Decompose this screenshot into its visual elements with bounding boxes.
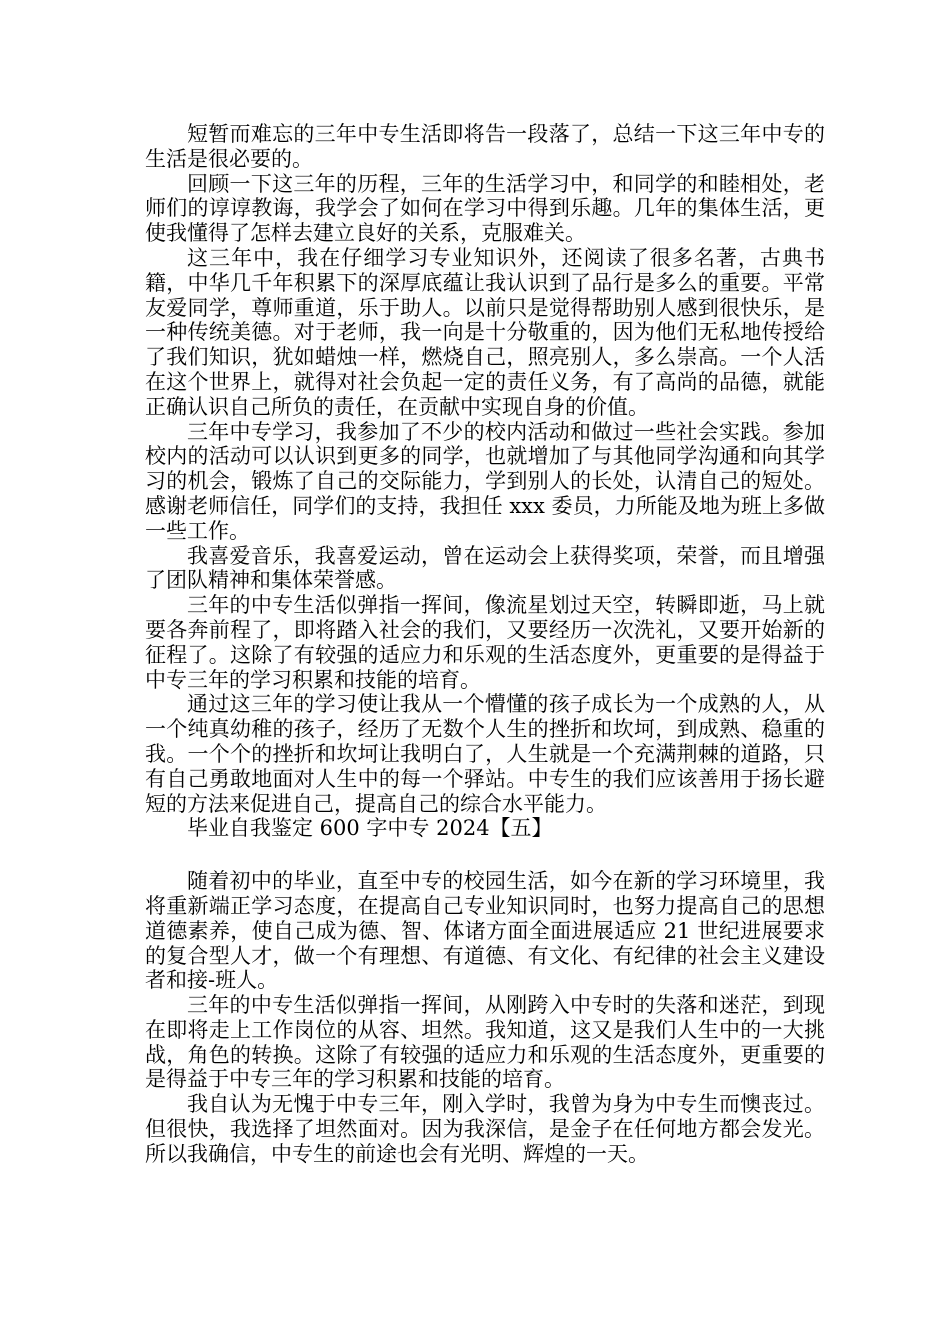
document-page: [145, 122, 825, 1167]
paragraph-transition: 三年的中专生活似弹指一挥间，从刚跨入中专时的失落和迷茫，到现在即将走上工作岗位的从容、坦然。我知道，这又是我们人生中的一大挑战，角色的转换。这除了有较强的适应力和乐观的生活态度外，更重要的是得益于中专三年的学习积累和技能的培育。: [145, 993, 825, 1092]
paragraph-new-environment: 随着初中的毕业，直至中专的校园生活，如今在新的学习环境里，我将重新端正学习态度，在提高自己专业知识同时，也努力提高自己的思想道德素养，使自己成为德、智、体诸方面全面进展适应 21 世纪进展要求的复合型人才，做一个有理想、有道德、有文化、有纪律的社会主义建设者和接-班人。: [145, 869, 825, 993]
section-heading: 毕业自我鉴定 600 字中专 2024【五】: [187, 816, 553, 841]
paragraph-confidence: 我自认为无愧于中专三年，刚入学时，我曾为身为中专生而懊丧过。但很快，我选择了坦然面对。因为我深信，是金子在任何地方都会发光。所以我确信，中专生的前途也会有光明、辉煌的一天。: [145, 1092, 825, 1166]
paragraph-intro: 短暂而难忘的三年中专生活即将告一段落了，总结一下这三年中专的生活是很必要的。: [145, 122, 825, 171]
paragraph-future: 三年的中专生活似弹指一挥间，像流星划过天空，转瞬即逝，马上就要各奔前程了，即将踏入社会的我们，又要经历一次洗礼，又要开始新的征程了。这除了有较强的适应力和乐观的生活态度外，更重要的是得益于中专三年的学习积累和技能的培育。: [145, 593, 825, 692]
paragraph-growth: 通过这三年的学习使让我从一个懵懂的孩子成长为一个成熟的人，从一个纯真幼稚的孩子，经历了无数个人生的挫折和坎坷，到成熟、稳重的我。一个个的挫折和坎坷让我明白了，人生就是一个充满荆棘的道路，只有自己勇敢地面对人生中的每一个驿站。中专生的我们应该善用于扬长避短的方法来促进自己，提高自己的综合水平能力。: [145, 692, 825, 816]
paragraph-activities: 三年中专学习，我参加了不少的校内活动和做过一些社会实践。参加校内的活动可以认识到更多的同学，也就增加了与其他同学沟通和向其学习的机会，锻炼了自己的交际能力，学到别人的长处，认清自己的短处。感谢老师信任，同学们的支持，我担任 xxx 委员，力所能及地为班上多做一些工作。: [145, 419, 825, 543]
paragraph-hobbies: 我喜爱音乐，我喜爱运动，曾在运动会上获得奖项，荣誉，而且增强了团队精神和集体荣誉感。: [145, 543, 825, 593]
paragraph-reading: 这三年中，我在仔细学习专业知识外，还阅读了很多名著，古典书籍，中华几千年积累下的深厚底蕴让我认识到了品行是多么的重要。平常友爱同学，尊师重道，乐于助人。以前只是觉得帮助别人感到很快乐，是一种传统美德。对于老师，我一向是十分敬重的，因为他们无私地传授给了我们知识，犹如蜡烛一样，燃烧自己，照亮别人，多么崇高。一个人活在这个世界上，就得对社会负起一定的责任义务，有了高尚的品德，就能正确认识自己所负的责任，在贡献中实现自身的价值。: [145, 245, 825, 419]
paragraph-review: 回顾一下这三年的历程，三年的生活学习中，和同学的和睦相处，老师们的谆谆教诲，我学会了如何在学习中得到乐趣。几年的集体生活，更使我懂得了怎样去建立良好的关系，克服难关。: [145, 171, 825, 246]
section-spacer: [145, 841, 825, 869]
